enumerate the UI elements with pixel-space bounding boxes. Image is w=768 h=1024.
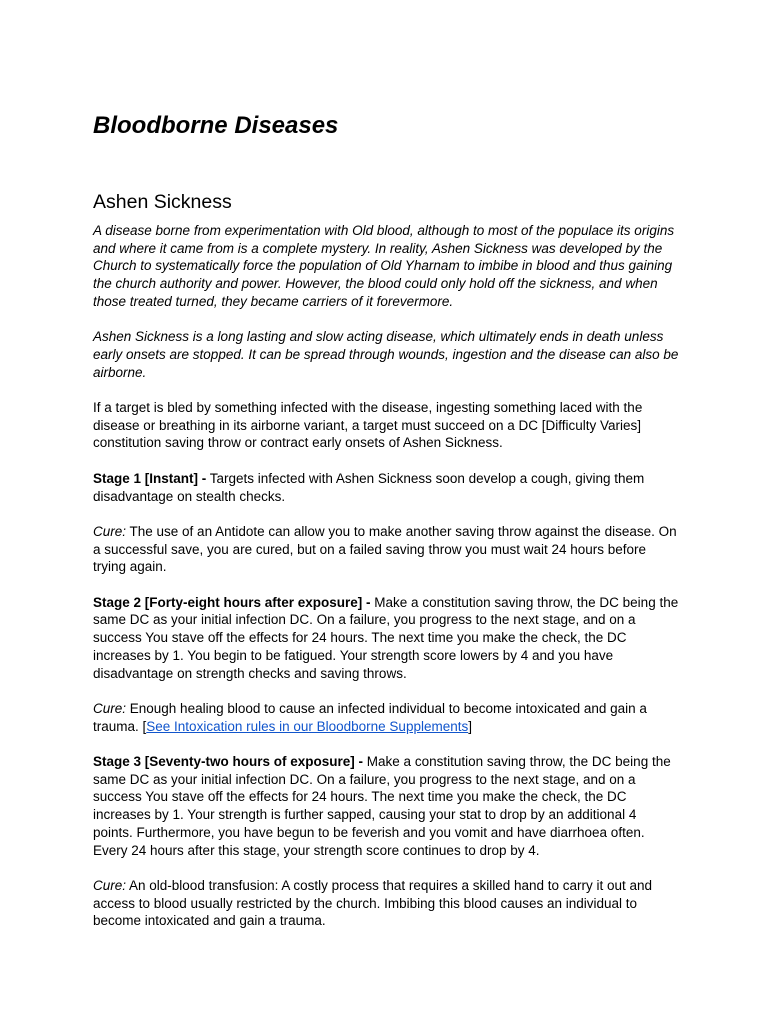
stage-1-cure-label: Cure: — [93, 523, 127, 539]
stage-1-label: Stage 1 [Instant] - — [93, 470, 207, 486]
infection-paragraph: If a target is bled by something infected with the disease, ingesting something laced with the disease or breathing in its airborne variant, a target must succeed on a DC [Difficulty Varies] constitution saving throw or contract early onsets of Ashen Sickness. — [93, 400, 643, 451]
stage-3-cure-label: Cure: — [93, 877, 127, 893]
stage-2-cure-label: Cure: — [93, 700, 127, 716]
stage-2-cure-text: Enough healing blood to cause an infected individual to become intoxicated and gain a trauma. [ — [93, 700, 647, 734]
intoxication-rules-link[interactable]: See Intoxication rules in our Bloodborne Supplements — [146, 718, 469, 734]
stage-1-text: Targets infected with Ashen Sickness soon develop a cough, giving them disadvantage on stealth checks. — [93, 470, 645, 504]
intro-paragraph-2: Ashen Sickness is a long lasting and slow acting disease, which ultimately ends in death unless early onsets are stopped. It can be spread through wounds, ingestion and the disease can also be airborne. — [93, 329, 679, 380]
stage-2-cure-suffix: ] — [468, 718, 472, 734]
stage-3-label: Stage 3 [Seventy-two hours of exposure] - — [93, 753, 364, 769]
stage-3-paragraph — [93, 753, 679, 859]
stage-3-cure-text: An old-blood transfusion: A costly process that requires a skilled hand to carry it out and access to blood usually restricted by the church. Imbibing this blood causes an individual to become intoxicated and gain a trauma. — [93, 877, 653, 929]
stage-2-text: Make a constitution saving throw, the DC being the same DC as your initial infection DC. On a failure, you progress to the next stage, and on a success You stave off the effects for 24 hours. The next time you make the check, the DC increases by 1. You begin to be fatigued. Your strength score lowers by 4 and you have disadvantage on strength checks and saving throws. — [93, 594, 679, 681]
stage-3-text: Make a constitution saving throw, the DC being the same DC as your initial infection DC. On a failure, you progress to the next stage, and on a success You stave off the effects for 24 hours. The next time you make the check, the DC increases by 1. Your strength is further sapped, causing your stat to drop by an additional 4 points. Furthermore, you have begun to be feverish and you vomit and have diarrhoea often. Every 24 hours after this stage, your strength score continues to drop by 4. — [93, 753, 671, 858]
stage-1-cure — [93, 523, 679, 576]
stage-3-cure — [93, 877, 679, 930]
stage-1-cure-text: The use of an Antidote can allow you to make another saving throw against the disease. On a successful save, you are cured, but on a failed saving throw you must wait 24 hours before trying again. — [93, 523, 677, 575]
stage-2-paragraph — [93, 594, 679, 683]
intro-paragraph-1: A disease borne from experimentation with Old blood, although to most of the populace its origins and where it came from is a complete mystery. In reality, Ashen Sickness was developed by the Church to systematically force the population of Old Yharnam to imbibe in blood and thus gaining the church authority and power. However, the blood could only hold off the sickness, and when those treated turned, they became carriers of it forevermore. — [93, 223, 675, 309]
stage-2-cure — [93, 700, 679, 735]
section-heading: Ashen Sickness — [93, 191, 232, 213]
stage-1-paragraph — [93, 470, 679, 505]
stage-2-label: Stage 2 [Forty-eight hours after exposure] - — [93, 594, 371, 610]
document-body — [93, 222, 679, 948]
document-title: Bloodborne Diseases — [93, 112, 339, 139]
